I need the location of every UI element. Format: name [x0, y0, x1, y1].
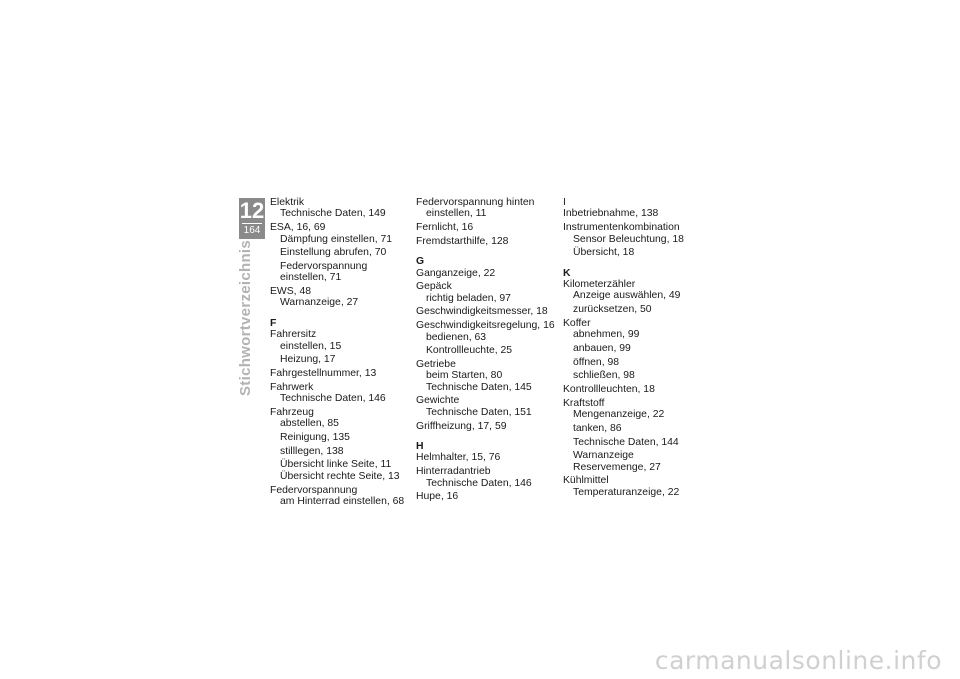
index-entry: Federvorspannung — [270, 484, 358, 496]
index-subentry: einstellen, 11 — [426, 208, 487, 220]
index-entry: Kilometerzähler — [563, 279, 636, 291]
index-subentry: stilllegen, 138 — [280, 445, 344, 457]
index-entry: Inbetriebnahme, 138 — [563, 208, 659, 220]
index-entry: Griffheizung, 17, 59 — [416, 420, 507, 432]
index-subentry: Federvorspannung — [280, 260, 368, 272]
index-entry: Hupe, 16 — [416, 491, 459, 503]
index-entry: Fahrwerk — [270, 381, 314, 393]
index-entry: Koffer — [563, 317, 591, 329]
index-entry: EWS, 48 — [270, 286, 311, 298]
index-entry: Elektrik — [270, 197, 305, 208]
index-entry: Kühlmittel — [563, 475, 609, 487]
index-subentry: Übersicht linke Seite, 11 — [280, 459, 392, 471]
index-subentry: Reinigung, 135 — [280, 431, 350, 443]
index-subentry: Technische Daten, 149 — [280, 208, 386, 220]
index-letter-heading: F — [270, 317, 277, 329]
index-subentry: Mengenanzeige, 22 — [573, 409, 665, 421]
index-entry: Ganganzeige, 22 — [416, 267, 496, 279]
index-subentry: Anzeige auswählen, 49 — [573, 290, 681, 302]
index-entry: Gepäck — [416, 281, 452, 293]
index-subentry: einstellen, 15 — [280, 340, 342, 352]
index-entry: Fahrzeug — [270, 406, 314, 418]
index-subentry: Einstellung abrufen, 70 — [280, 247, 387, 259]
index-subentry: Technische Daten, 151 — [426, 406, 532, 418]
index-subentry: Technische Daten, 146 — [426, 477, 532, 489]
index-entry: Geschwindigkeitsmesser, 18 — [416, 306, 548, 318]
index-subentry: Reservemenge, 27 — [573, 461, 661, 473]
index-subentry: am Hinterrad einstellen, 68 — [280, 495, 405, 507]
index-subentry: Sensor Beleuchtung, 18 — [573, 233, 684, 245]
index-subentry: Technische Daten, 146 — [280, 393, 386, 405]
index-column-2 — [416, 197, 556, 503]
index-subentry: beim Starten, 80 — [426, 370, 503, 382]
index-entry: Fahrgestellnummer, 13 — [270, 368, 377, 380]
index-letter-heading: K — [563, 267, 571, 279]
index-subentry: Heizung, 17 — [280, 354, 336, 366]
index-entry: Geschwindigkeitsregelung, 16 — [416, 320, 555, 332]
chapter-number: 12 — [239, 198, 265, 223]
index-entry: Fremdstarthilfe, 128 — [416, 235, 509, 247]
index-entry: Fahrersitz — [270, 329, 317, 341]
index-subentry: Übersicht, 18 — [573, 247, 635, 259]
index-subentry: tanken, 86 — [573, 422, 622, 434]
index-subentry: schließen, 98 — [573, 370, 635, 382]
index-subentry: Dämpfung einstellen, 71 — [280, 233, 393, 245]
index-subentry: Warnanzeige, 27 — [280, 297, 359, 309]
index-entry: Helmhalter, 15, 76 — [416, 452, 501, 464]
index-subentry: öffnen, 98 — [573, 356, 620, 368]
index-column-1 — [270, 197, 410, 507]
index-entry: Kraftstoff — [563, 397, 605, 409]
index-subentry: zurücksetzen, 50 — [573, 304, 652, 316]
index-letter-heading: G — [416, 256, 425, 268]
chapter-divider — [242, 223, 262, 224]
watermark: carmanualsonline.info — [654, 646, 942, 675]
index-subentry: einstellen, 71 — [280, 272, 342, 284]
index-subentry: Kontrollleuchte, 25 — [426, 345, 513, 357]
chapter-tab — [239, 198, 265, 239]
index-subentry: Temperaturanzeige, 22 — [573, 486, 680, 498]
index-subentry: Warnanzeige — [573, 450, 634, 462]
index-column-3 — [563, 197, 703, 498]
index-letter-heading: H — [416, 440, 424, 452]
index-entry: Federvorspannung hinten — [416, 197, 535, 208]
chapter-title: Stichwortverzeichnis — [237, 239, 254, 396]
index-subentry: Übersicht rechte Seite, 13 — [280, 470, 400, 482]
index-subentry: abnehmen, 99 — [573, 329, 640, 341]
index-entry: Hinterradantrieb — [416, 466, 491, 478]
index-entry: Kontrollleuchten, 18 — [563, 384, 655, 396]
index-entry: ESA, 16, 69 — [270, 222, 326, 234]
index-entry: Fernlicht, 16 — [416, 222, 474, 234]
index-subentry: bedienen, 63 — [426, 331, 487, 343]
index-subentry: Technische Daten, 144 — [573, 436, 679, 448]
index-subentry: Technische Daten, 145 — [426, 381, 532, 393]
index-entry: Getriebe — [416, 358, 456, 370]
index-entry: Instrumentenkombination — [563, 222, 680, 234]
page-number: 164 — [243, 225, 261, 236]
index-entry: I — [563, 197, 566, 208]
index-subentry: abstellen, 85 — [280, 418, 339, 430]
index-subentry: anbauen, 99 — [573, 342, 631, 354]
index-subentry: richtig beladen, 97 — [426, 292, 511, 304]
index-entry: Gewichte — [416, 395, 460, 407]
